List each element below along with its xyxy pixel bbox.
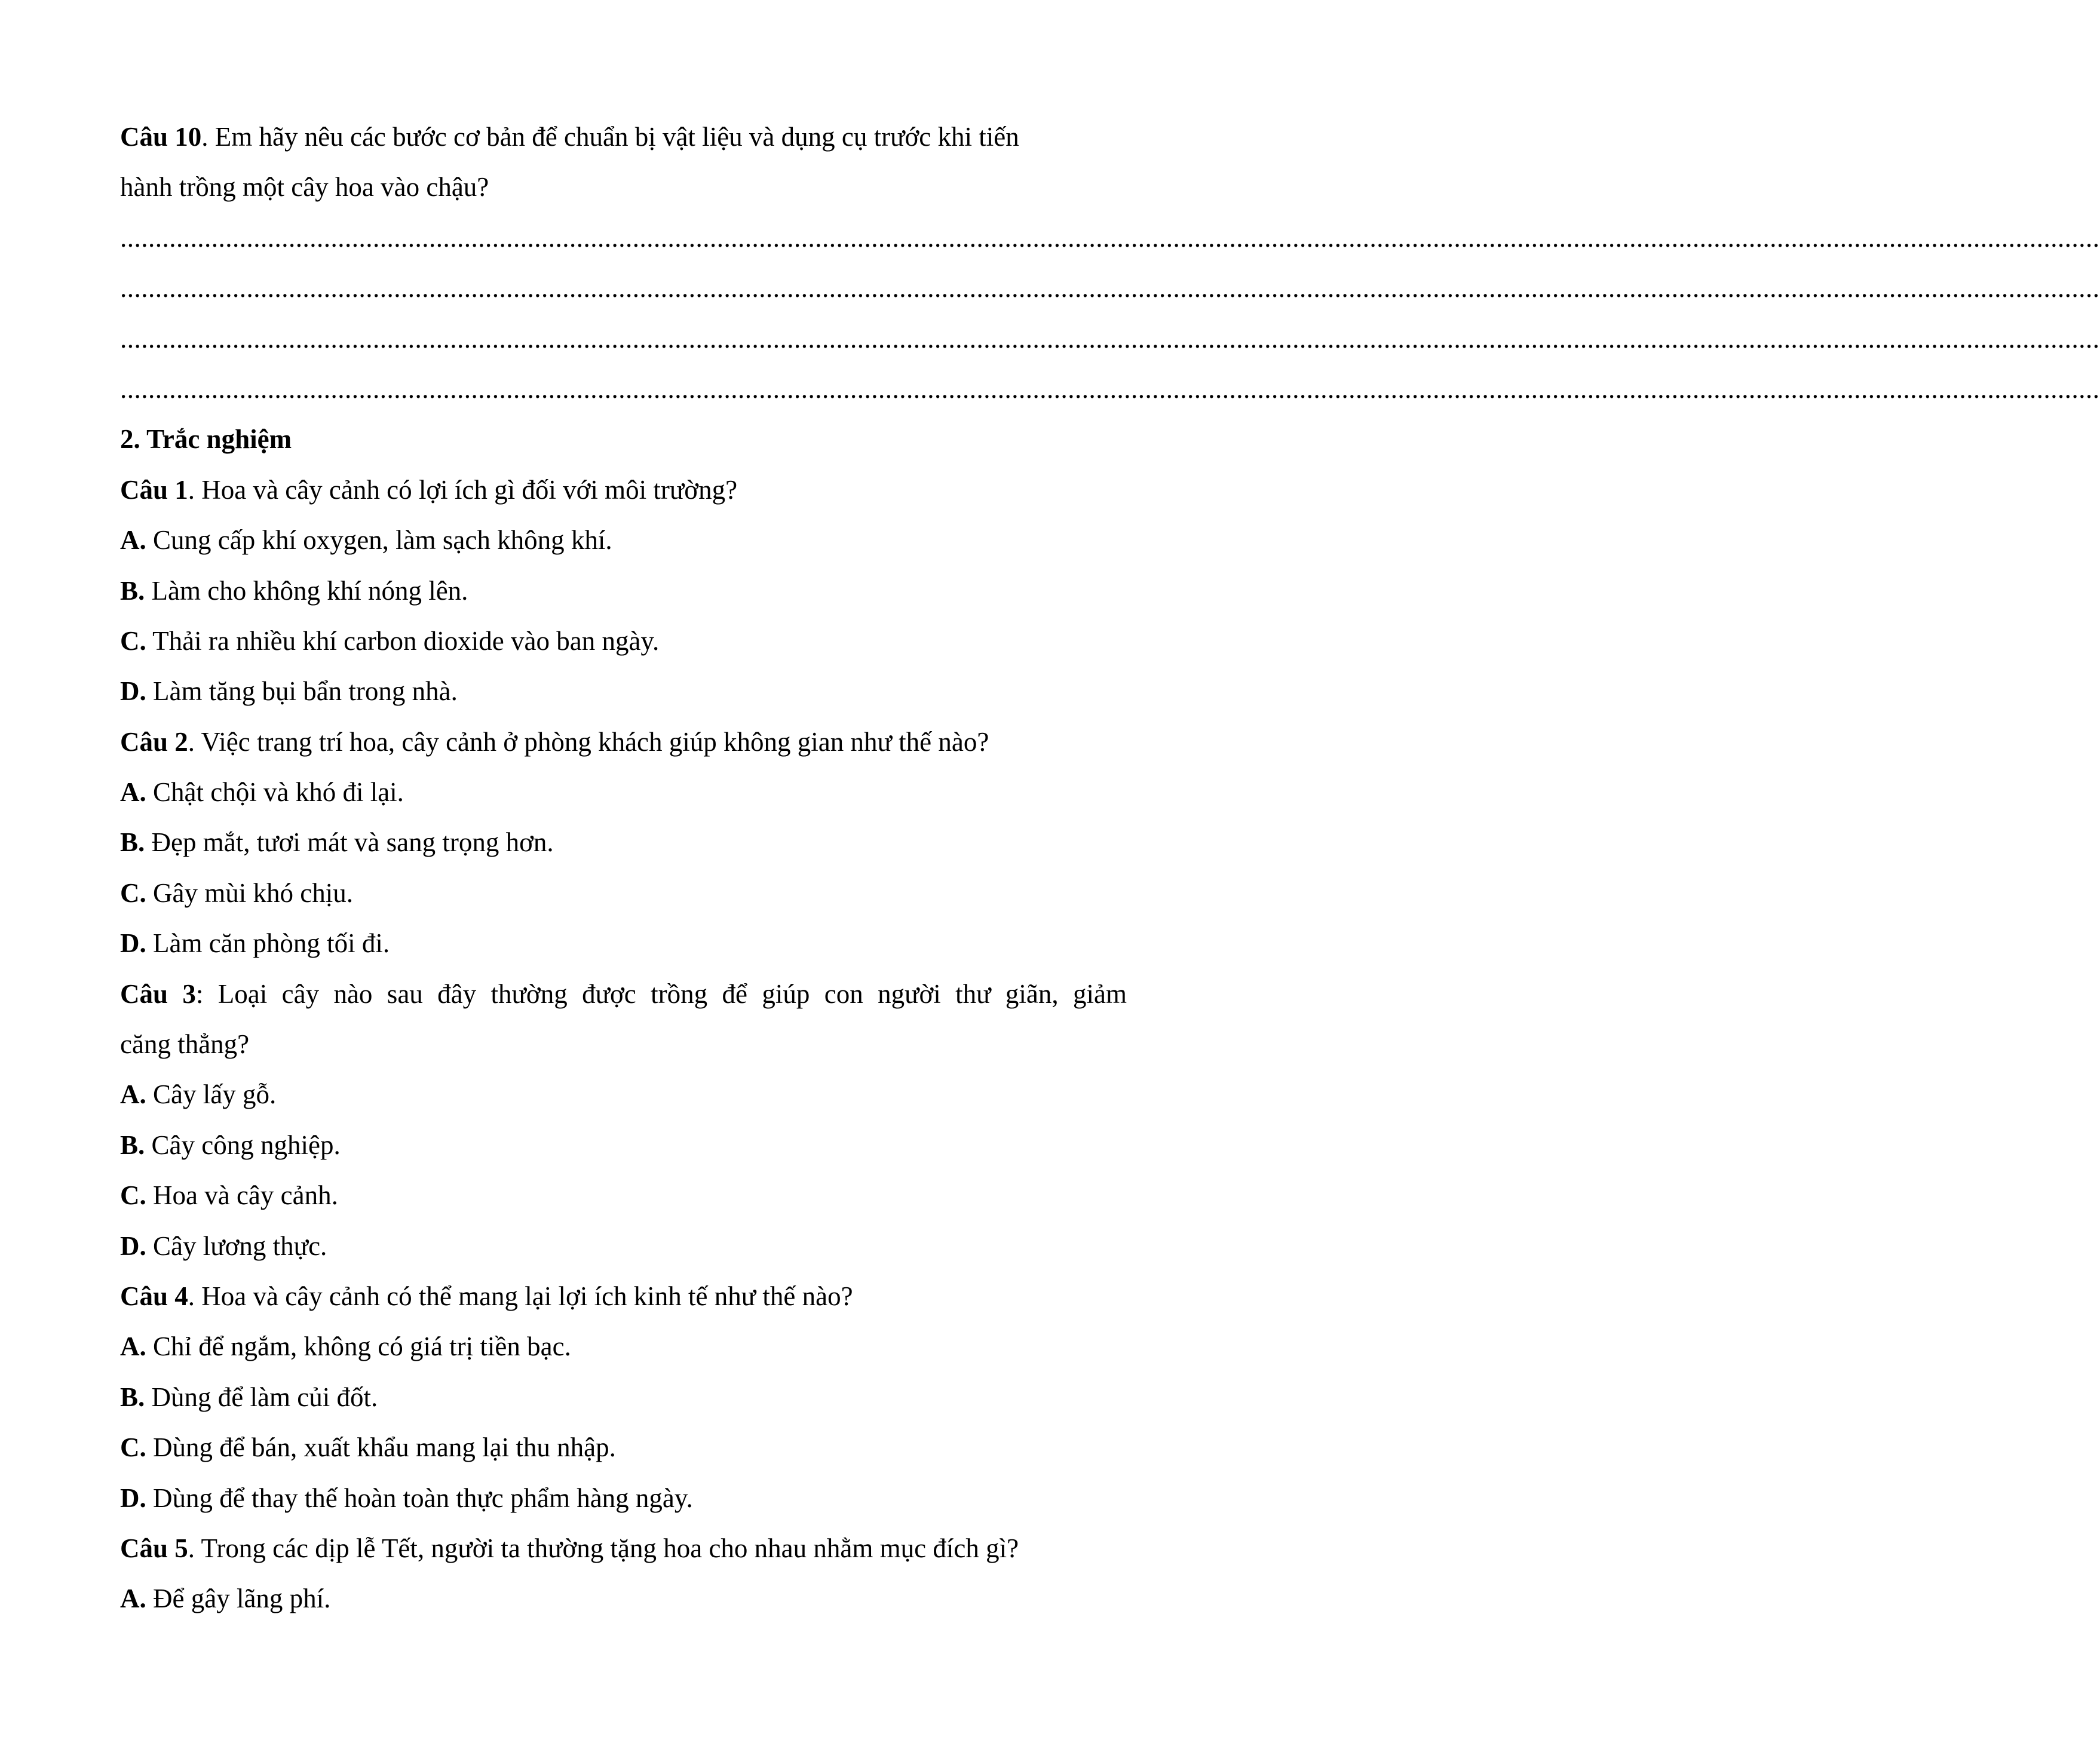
question-4: [120, 1271, 1127, 1321]
answer-line: ..........................................................................................................................................................................................................................................................................................: [120, 323, 2100, 354]
question-label: Câu 3: [120, 978, 196, 1009]
question-text: . Hoa và cây cảnh có lợi ích gì đối với môi trường?: [188, 474, 738, 505]
answer-line: ..........................................................................................................................................................................................................................................................................................: [120, 273, 2100, 303]
option-text: Cây lấy gỗ.: [146, 1079, 277, 1110]
option-a: [120, 767, 1127, 817]
option-b: [120, 1372, 1127, 1422]
option-a: [120, 1321, 1127, 1371]
question-5: [120, 1523, 1127, 1573]
option-text: Làm cho không khí nóng lên.: [145, 575, 468, 606]
question-label: Câu 4: [120, 1281, 188, 1311]
option-c: [120, 868, 1127, 918]
question-label: Câu 10: [120, 122, 202, 152]
option-letter: C.: [120, 1432, 146, 1463]
section-title-text: 2. Trắc nghiệm: [120, 424, 292, 455]
option-letter: A.: [120, 777, 146, 808]
option-text: Chỉ để ngắm, không có giá trị tiền bạc.: [146, 1331, 571, 1362]
option-letter: A.: [120, 525, 146, 556]
option-text: Làm tăng bụi bẩn trong nhà.: [146, 676, 458, 707]
option-c: [120, 616, 1127, 666]
option-text: Dùng để thay thế hoàn toàn thực phẩm hàng ngày.: [146, 1483, 693, 1513]
option-a: [120, 1573, 1127, 1624]
option-d: [120, 1473, 1127, 1523]
question-10: [120, 112, 1127, 162]
option-letter: B.: [120, 1382, 145, 1412]
question-2: [120, 717, 1127, 767]
option-text: Đẹp mắt, tươi mát và sang trọng hơn.: [145, 827, 554, 858]
option-c: [120, 1422, 1127, 1472]
option-letter: B.: [120, 827, 145, 858]
option-text: Để gây lãng phí.: [146, 1584, 331, 1614]
option-letter: D.: [120, 1483, 146, 1513]
option-text: Chật chội và khó đi lại.: [146, 777, 404, 808]
question-text: : Loại cây nào sau đây thường được trồng để giúp con người thư giãn, giảm: [195, 978, 1127, 1009]
option-b: [120, 1120, 1127, 1170]
answer-line: ..........................................................................................................................................................................................................................................................................................: [120, 373, 2100, 404]
option-letter: A.: [120, 1079, 146, 1110]
question-label: Câu 2: [120, 726, 188, 757]
option-d: [120, 1221, 1127, 1271]
option-text: Gây mùi khó chịu.: [146, 877, 353, 908]
option-text: Làm căn phòng tối đi.: [146, 928, 390, 959]
question-text: . Em hãy nêu các bước cơ bản để chuẩn bị vật liệu và dụng cụ trước khi tiến: [201, 122, 1019, 152]
section-title: [120, 414, 1127, 464]
answer-line: ..........................................................................................................................................................................................................................................................................................: [120, 222, 2100, 253]
option-a: [120, 515, 1127, 565]
option-c: [120, 1170, 1127, 1220]
question-label: Câu 1: [120, 474, 188, 505]
option-text: Dùng để bán, xuất khẩu mang lại thu nhập.: [146, 1432, 616, 1463]
question-10-cont: hành trồng một cây hoa vào chậu?: [120, 172, 489, 202]
option-b: [120, 566, 1127, 616]
option-letter: D.: [120, 928, 146, 959]
option-letter: D.: [120, 676, 146, 707]
option-letter: B.: [120, 1130, 145, 1160]
option-letter: C.: [120, 625, 146, 656]
option-letter: C.: [120, 1180, 146, 1211]
option-d: [120, 918, 1127, 968]
question-3: [120, 969, 1127, 1019]
option-text: Dùng để làm củi đốt.: [145, 1382, 378, 1412]
question-text: . Trong các dịp lễ Tết, người ta thường tặng hoa cho nhau nhằm mục đích gì?: [188, 1533, 1019, 1563]
option-text: Cây lương thực.: [146, 1231, 327, 1261]
question-label: Câu 5: [120, 1533, 188, 1563]
option-d: [120, 666, 1127, 716]
question-text: . Hoa và cây cảnh có thể mang lại lợi ích kinh tế như thế nào?: [188, 1281, 853, 1311]
question-1: [120, 465, 1127, 515]
option-letter: A.: [120, 1331, 146, 1362]
option-b: [120, 817, 1127, 867]
question-text: . Việc trang trí hoa, cây cảnh ở phòng khách giúp không gian như thế nào?: [188, 726, 989, 757]
option-letter: B.: [120, 575, 145, 606]
option-a: [120, 1069, 1127, 1119]
option-letter: A.: [120, 1584, 146, 1614]
option-letter: C.: [120, 877, 146, 908]
option-text: Cung cấp khí oxygen, làm sạch không khí.: [146, 525, 612, 556]
worksheet-page: [120, 112, 2100, 1624]
option-letter: D.: [120, 1231, 146, 1261]
option-text: Cây công nghiệp.: [145, 1130, 341, 1160]
option-text: Hoa và cây cảnh.: [146, 1180, 338, 1211]
question-3-cont: căng thẳng?: [120, 1029, 250, 1060]
option-text: Thải ra nhiều khí carbon dioxide vào ban ngày.: [146, 625, 660, 656]
